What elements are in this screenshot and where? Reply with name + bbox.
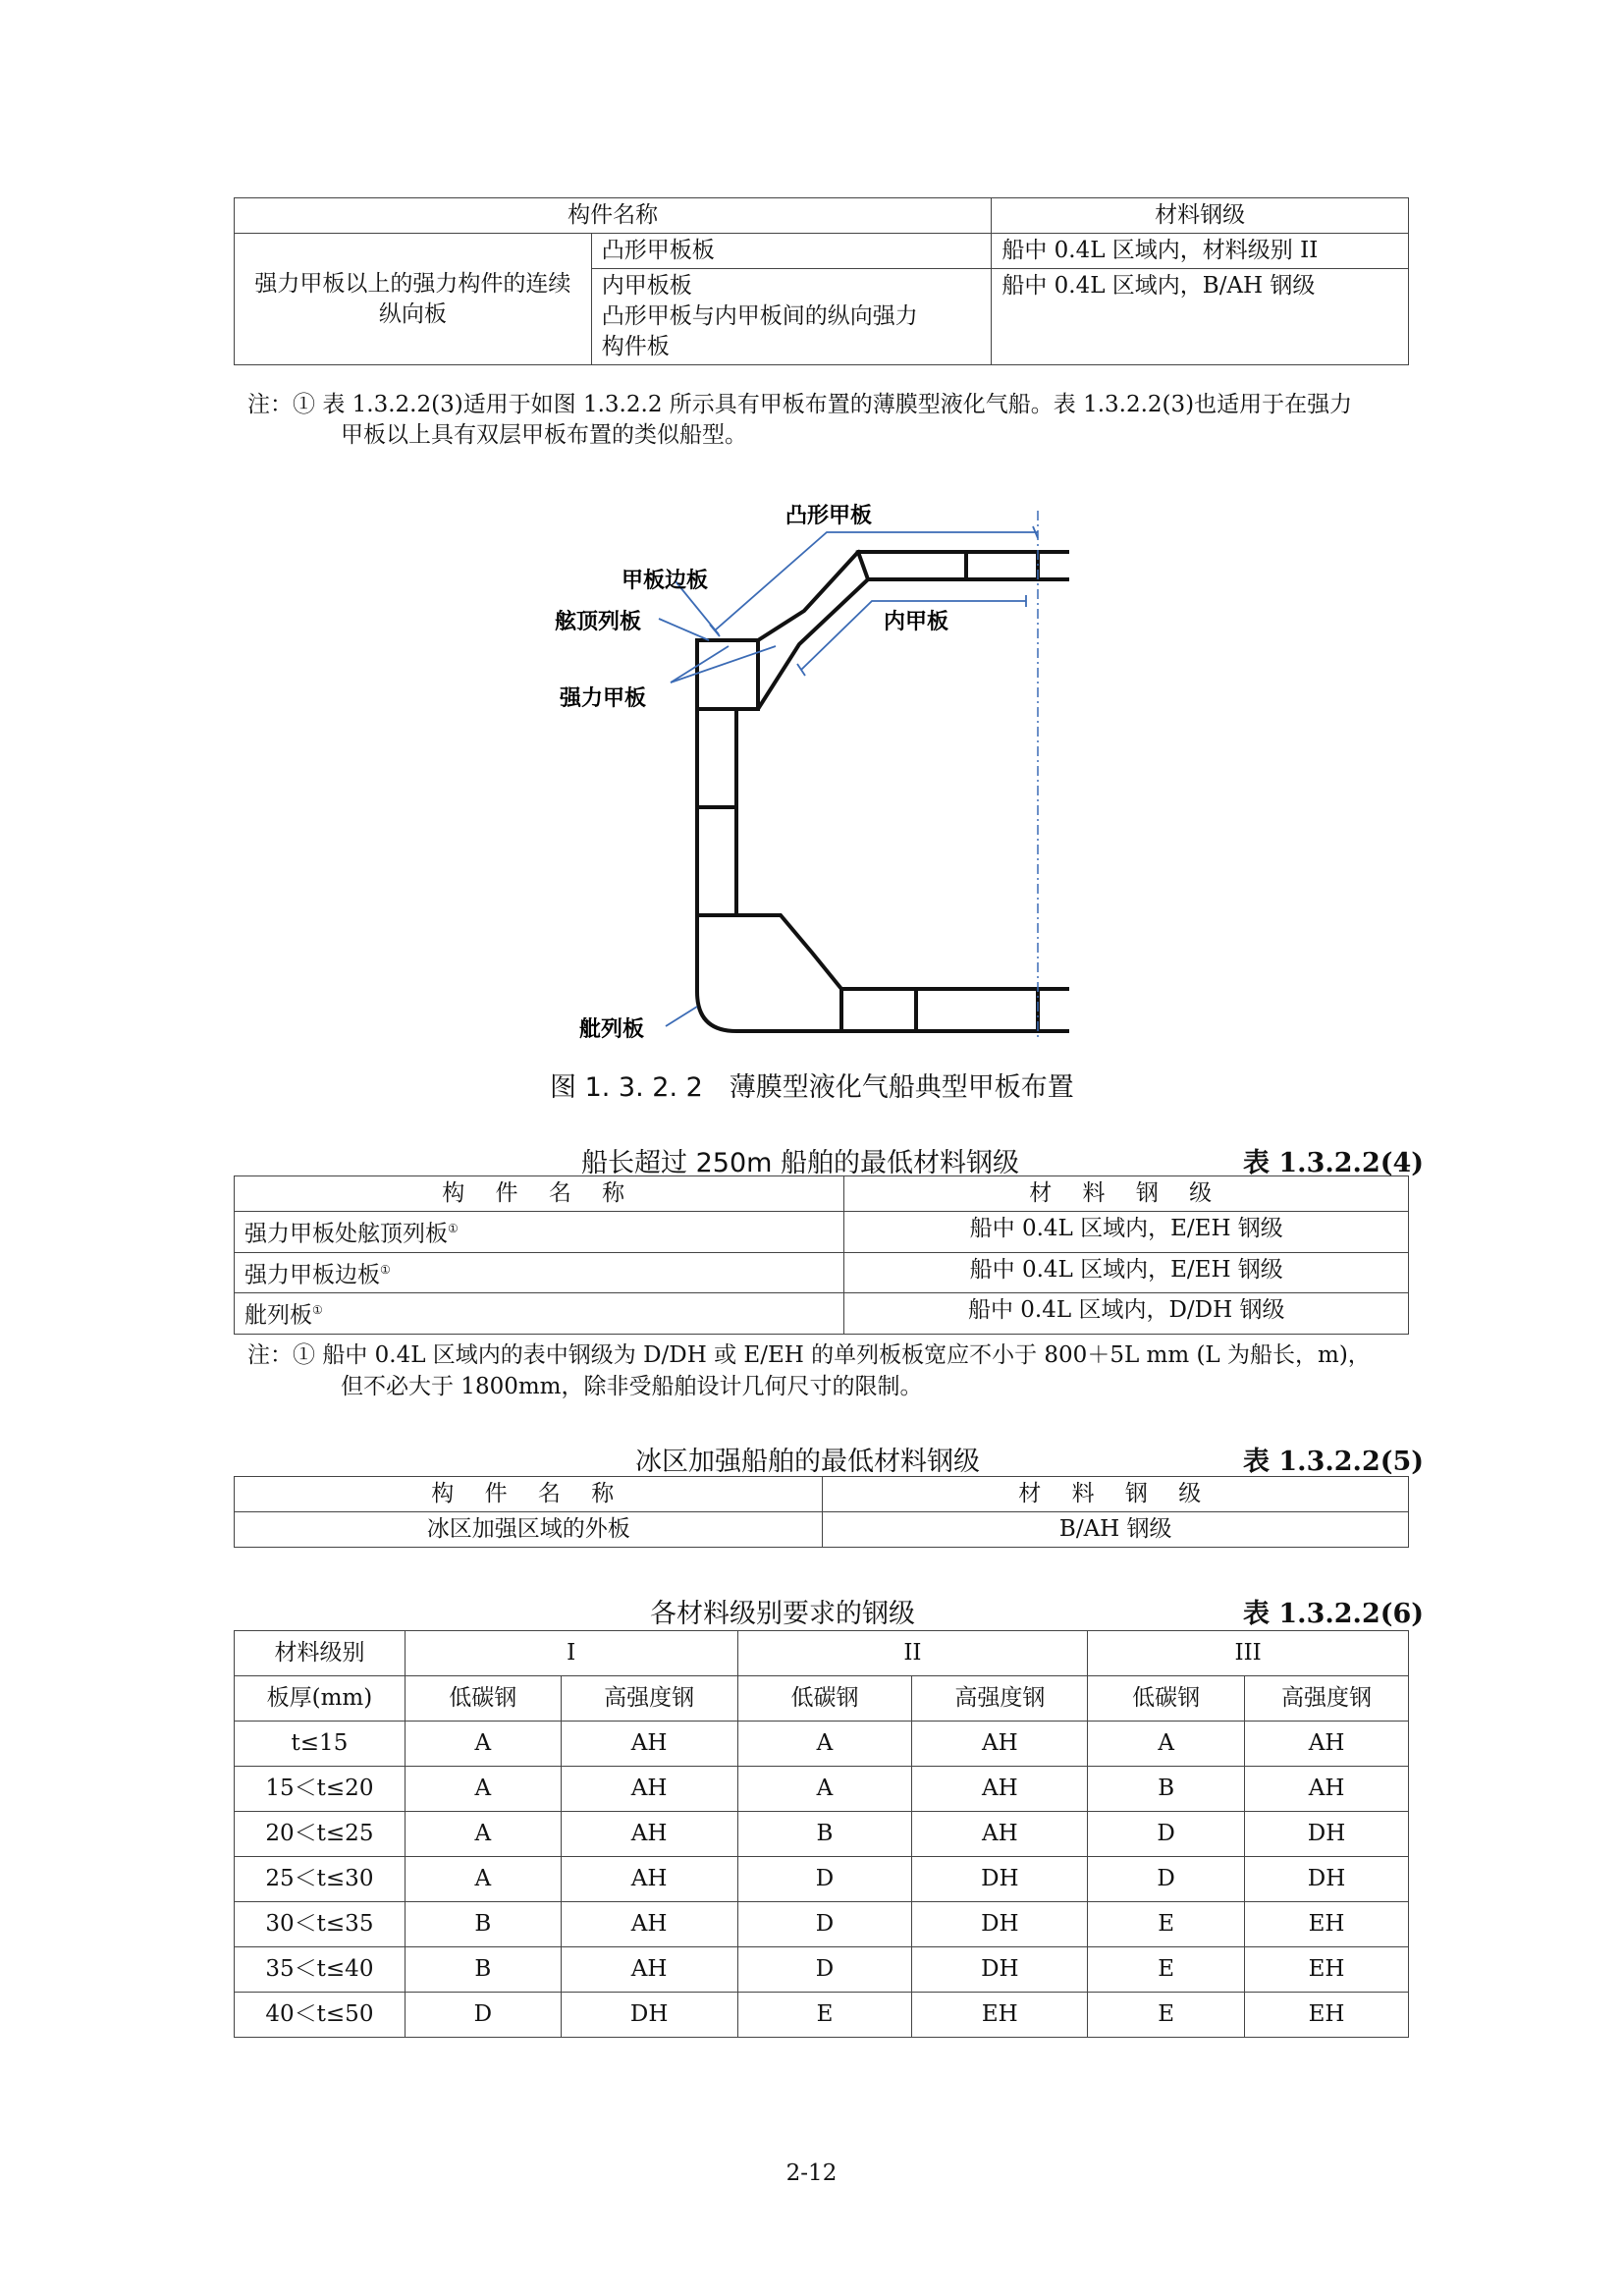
table6-thickness-range: 20＜t≤25	[235, 1812, 406, 1857]
table3-header-member: 构件名称	[235, 198, 992, 234]
table6-grade-cell: AH	[1245, 1722, 1409, 1767]
table6-grade-cell: AH	[912, 1767, 1088, 1812]
hull-outline	[697, 552, 1067, 1031]
table3-member-1: 凸形甲板板	[591, 234, 992, 269]
table6-thickness-label: 板厚(mm)	[235, 1676, 406, 1722]
table6-steel-type: 高强度钢	[561, 1676, 737, 1722]
table6-grade-cell: D	[1088, 1812, 1245, 1857]
table6-row	[235, 1947, 1409, 1993]
table4-header-grade: 材 料 钢 级	[844, 1176, 1409, 1212]
table5-title: 冰区加强船舶的最低材料钢级	[635, 1447, 980, 1477]
table6-grade-cell: A	[737, 1722, 912, 1767]
table6-row	[235, 1722, 1409, 1767]
label-strength-deck: 强力甲板	[560, 685, 647, 711]
table5-member-1: 冰区加强区域的外板	[235, 1512, 823, 1548]
label-sheer-strake: 舷顶列板	[555, 609, 642, 634]
table6-grade-cell: AH	[912, 1812, 1088, 1857]
table3-header-grade: 材料钢级	[992, 198, 1409, 234]
table6-grade-cell: E	[1088, 1993, 1245, 2038]
table6-class-3: III	[1088, 1631, 1409, 1676]
table5-number: 表 1.3.2.2(5)	[1243, 1447, 1425, 1477]
table4-grade-2: 船中 0.4L 区域内，E/EH 钢级	[844, 1252, 1409, 1293]
table6-grade-cell: DH	[912, 1902, 1088, 1947]
table6-grade-cell: E	[1088, 1947, 1245, 1993]
table-5	[234, 1476, 1409, 1548]
table6-grade-cell: D	[737, 1902, 912, 1947]
table3-member-2: 内甲板板 凸形甲板与内甲板间的纵向强力 构件板	[591, 269, 992, 365]
table6-grade-cell: AH	[561, 1767, 737, 1812]
table3-group-label: 强力甲板以上的强力构件的连续纵向板	[235, 234, 592, 365]
table6-grade-cell: AH	[1245, 1767, 1409, 1812]
table6-thickness-range: 15＜t≤20	[235, 1767, 406, 1812]
table6-number: 表 1.3.2.2(6)	[1243, 1599, 1425, 1629]
table4-number: 表 1.3.2.2(4)	[1243, 1148, 1425, 1178]
table6-steel-type: 低碳钢	[405, 1676, 561, 1722]
table6-row	[235, 1902, 1409, 1947]
table6-grade-cell: E	[1088, 1902, 1245, 1947]
deck-arrangement-figure	[550, 491, 1100, 1061]
table6-row	[235, 1993, 1409, 2038]
table4-member-2: 强力甲板边板①	[235, 1252, 844, 1293]
figure-caption: 图 1. 3. 2. 2 薄膜型液化气船典型甲板布置	[550, 1072, 1074, 1103]
table-3	[234, 197, 1409, 365]
table6-grade-cell: AH	[561, 1812, 737, 1857]
table3-grade-2: 船中 0.4L 区域内，B/AH 钢级	[992, 269, 1409, 365]
label-inner-deck: 内甲板	[884, 609, 949, 634]
table-4	[234, 1175, 1409, 1335]
table3-grade-1: 船中 0.4L 区域内，材料级别 II	[992, 234, 1409, 269]
table6-grade-cell: A	[737, 1767, 912, 1812]
table6-grade-cell: A	[405, 1767, 561, 1812]
table6-row	[235, 1812, 1409, 1857]
table5-header-grade: 材 料 钢 级	[823, 1477, 1409, 1512]
table6-grade-cell: EH	[1245, 1902, 1409, 1947]
table6-grade-cell: B	[405, 1902, 561, 1947]
table6-grade-cell: B	[405, 1947, 561, 1993]
table6-grade-cell: D	[737, 1857, 912, 1902]
table6-steel-type: 高强度钢	[1245, 1676, 1409, 1722]
table6-grade-cell: B	[1088, 1767, 1245, 1812]
table6-grade-cell: A	[1088, 1722, 1245, 1767]
table6-row	[235, 1767, 1409, 1812]
table6-class-2: II	[737, 1631, 1088, 1676]
table6-grade-cell: DH	[1245, 1857, 1409, 1902]
table6-thickness-range: 30＜t≤35	[235, 1902, 406, 1947]
table6-grade-cell: EH	[1245, 1993, 1409, 2038]
table6-steel-type: 低碳钢	[737, 1676, 912, 1722]
table6-thickness-range: t≤15	[235, 1722, 406, 1767]
table4-grade-1: 船中 0.4L 区域内，E/EH 钢级	[844, 1212, 1409, 1253]
table3-note: 注：① 表 1.3.2.2(3)适用于如图 1.3.2.2 所示具有甲板布置的薄膜型液化气船。表 1.3.2.2(3)也适用于在强力	[247, 392, 1353, 417]
inner-hull-outline	[736, 579, 1067, 989]
table4-grade-3: 船中 0.4L 区域内，D/DH 钢级	[844, 1293, 1409, 1335]
table6-grade-cell: EH	[1245, 1947, 1409, 1993]
table6-grade-cell: D	[405, 1993, 561, 2038]
table6-grade-cell: A	[405, 1722, 561, 1767]
label-bilge-strake: 舭列板	[579, 1016, 645, 1042]
table6-grade-cell: AH	[561, 1902, 737, 1947]
table6-grade-cell: E	[737, 1993, 912, 2038]
table6-grade-cell: AH	[912, 1722, 1088, 1767]
sheer-strake-leader	[659, 619, 709, 640]
table-6	[234, 1630, 1409, 2038]
table4-title: 船长超过 250m 船舶的最低材料钢级	[581, 1148, 1020, 1178]
table4-header-member: 构 件 名 称	[235, 1176, 844, 1212]
table3-note-cont: 甲板以上具有双层甲板布置的类似船型。	[341, 422, 747, 448]
table6-grade-cell: A	[405, 1812, 561, 1857]
strength-deck-leader-1	[671, 646, 729, 683]
table6-thickness-range: 40＜t≤50	[235, 1993, 406, 2038]
table4-note-cont: 但不必大于 1800mm，除非受船舶设计几何尺寸的限制。	[341, 1374, 923, 1399]
table6-title: 各材料级别要求的钢级	[650, 1599, 915, 1629]
table6-grade-cell: AH	[561, 1857, 737, 1902]
table6-steel-type: 低碳钢	[1088, 1676, 1245, 1722]
table6-row	[235, 1857, 1409, 1902]
table4-note: 注：① 船中 0.4L 区域内的表中钢级为 D/DH 或 E/EH 的单列板板宽应不小于 800＋5L mm (L 为船长，m)，	[247, 1342, 1371, 1368]
table6-grade-cell: B	[737, 1812, 912, 1857]
table6-class-label: 材料级别	[235, 1631, 406, 1676]
table5-grade-1: B/AH 钢级	[823, 1512, 1409, 1548]
table6-thickness-range: 35＜t≤40	[235, 1947, 406, 1993]
table6-grade-cell: EH	[912, 1993, 1088, 2038]
bilge-strake-leader	[666, 1007, 697, 1026]
table4-member-1: 强力甲板处舷顶列板①	[235, 1212, 844, 1253]
page-number: 2-12	[785, 2160, 838, 2186]
table4-member-3: 舭列板①	[235, 1293, 844, 1335]
label-convex-deck: 凸形甲板	[785, 503, 873, 528]
table6-steel-type: 高强度钢	[912, 1676, 1088, 1722]
table6-grade-cell: AH	[561, 1947, 737, 1993]
table6-class-1: I	[405, 1631, 737, 1676]
table6-grade-cell: DH	[561, 1993, 737, 2038]
table6-grade-cell: D	[1088, 1857, 1245, 1902]
table6-grade-cell: A	[405, 1857, 561, 1902]
table5-header-member: 构 件 名 称	[235, 1477, 823, 1512]
table6-grade-cell: DH	[1245, 1812, 1409, 1857]
table6-thickness-range: 25＜t≤30	[235, 1857, 406, 1902]
table6-grade-cell: AH	[561, 1722, 737, 1767]
table6-grade-cell: DH	[912, 1857, 1088, 1902]
label-deck-edge: 甲板边板	[622, 568, 709, 593]
table6-grade-cell: DH	[912, 1947, 1088, 1993]
table6-grade-cell: D	[737, 1947, 912, 1993]
